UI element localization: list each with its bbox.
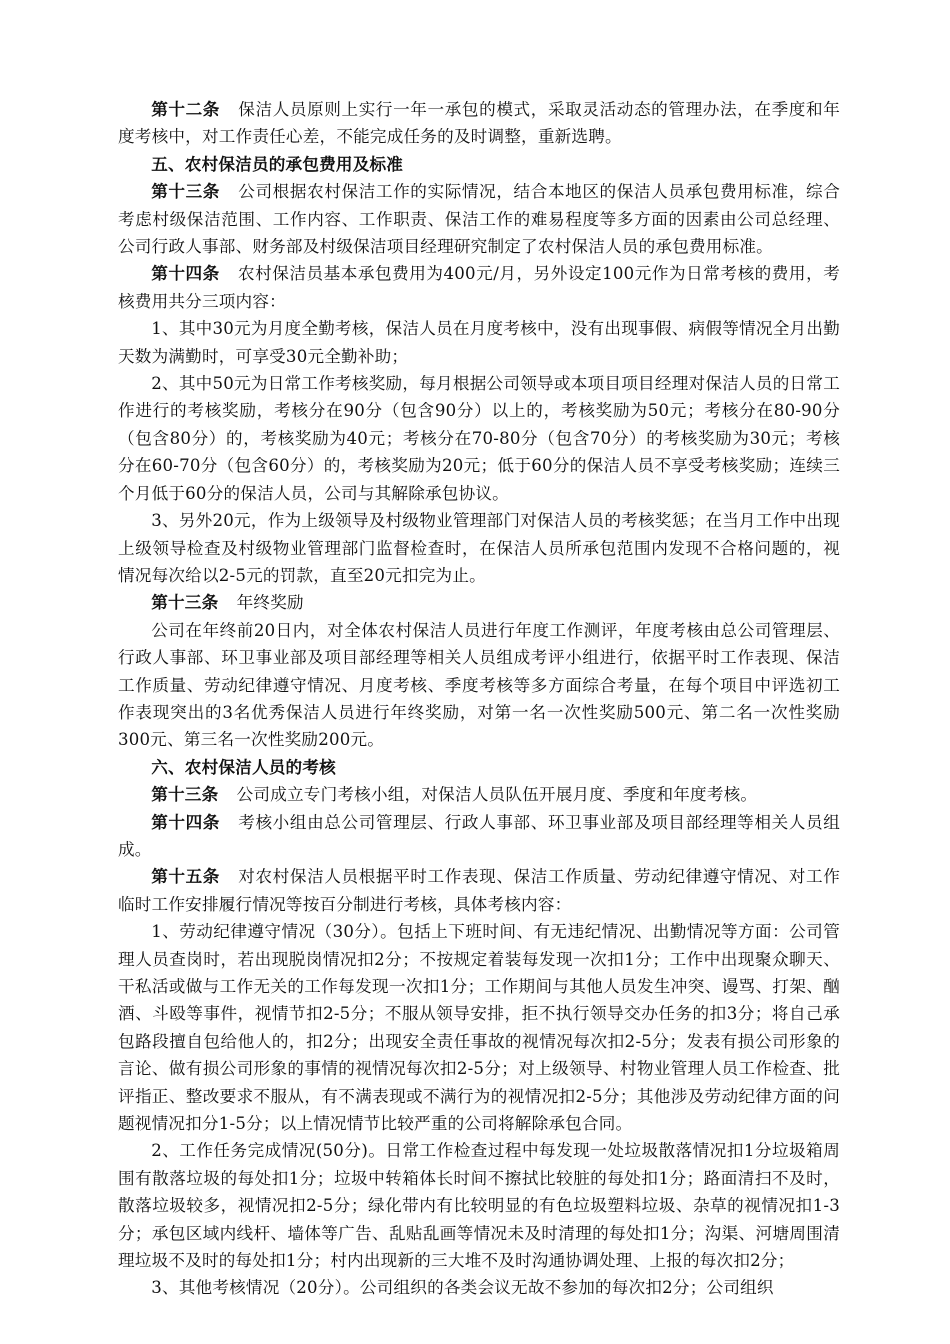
article-paragraph — [118, 781, 840, 808]
article-paragraph — [118, 260, 840, 315]
article-label: 第十三条 — [151, 784, 219, 805]
article-text: 公司成立专门考核小组，对保洁人员队伍开展月度、季度和年度考核。 — [236, 785, 758, 805]
article-text: 农村保洁员基本承包费用为400元/月，另外设定100元作为日常考核的费用，考核费用共分三项内容： — [118, 264, 840, 311]
body-paragraph: 2、工作任务完成情况(50分)。日常工作检查过程中每发现一处垃圾散落情况扣1分垃圾箱周围有散落垃圾的每处扣1分；垃圾中转箱体长时间不擦拭比较脏的每处扣1分；路面清扫不及时，散落垃圾较多，视情况扣2-5分；绿化带内有比较明显的有色垃圾塑料垃圾、杂草的视情况扣1-3分；承包区域内线杆、墙体等广告、乱贴乱画等情况未及时清理的每处扣1分；沟渠、河塘周围清理垃圾不及时的每处扣1分；村内出现新的三大堆不及时沟通协调处理、上报的每次扣2分； — [118, 1141, 840, 1271]
body-paragraph: 1、其中30元为月度全勤考核，保洁人员在月度考核中，没有出现事假、病假等情况全月出勤天数为满勤时，可享受30元全勤补助； — [118, 319, 840, 366]
section-heading: 五、农村保洁员的承包费用及标准 — [151, 153, 404, 174]
article-text: 保洁人员原则上实行一年一承包的模式，采取灵活动态的管理办法，在季度和年度考核中，对工作责任心差，不能完成任务的及时调整，重新选聘。 — [118, 100, 840, 147]
article-paragraph — [118, 809, 840, 864]
article-label: 第十五条 — [151, 866, 221, 887]
article-paragraph — [118, 96, 840, 151]
section-heading: 六、农村保洁人员的考核 — [151, 756, 336, 777]
article-text: 考核小组由总公司管理层、行政人事部、环卫事业部及项目部经理等相关人员组成。 — [118, 812, 840, 859]
article-text: 对农村保洁人员根据平时工作表现、保洁工作质量、劳动纪律遵守情况、对工作临时工作安排履行情况等按百分制进行考核，具体考核内容： — [118, 867, 840, 914]
article-label: 第十四条 — [151, 811, 221, 832]
article-text: 公司根据农村保洁工作的实际情况，结合本地区的保洁人员承包费用标准，综合考虑村级保洁范围、工作内容、工作职责、保洁工作的难易程度等多方面的因素由公司总经理、公司行政人事部、财务部及村级保洁项目经理研究制定了农村保洁人员的承包费用标准。 — [118, 182, 840, 257]
article-text: 年终奖励 — [236, 593, 304, 613]
article-label: 第十三条 — [151, 181, 221, 202]
body-paragraph: 1、劳动纪律遵守情况（30分）。包括上下班时间、有无违纪情况、出勤情况等方面：公司管理人员查岗时，若出现脱岗情况扣2分；不按规定着装每发现一次扣1分；工作中出现聚众聊天、干私活或做与工作无关的工作每发现一次扣1分；工作期间与其他人员发生冲突、谩骂、打架、酗酒、斗殴等事件，视情节扣2-5分；不服从领导安排，拒不执行领导交办任务的扣3分；将自己承包路段擅自包给他人的，扣2分；出现安全责任事故的视情况每次扣2-5分；发表有损公司形象的言论、做有损公司形象的事情的视情况每次扣2-5分；对上级领导、村物业管理人员工作检查、批评指正、整改要求不服从，有不满表现或不满行为的视情况扣2-5分；其他涉及劳动纪律方面的问题视情况扣分1-5分；以上情况情节比较严重的公司将解除承包合同。 — [118, 922, 840, 1134]
article-label: 第十二条 — [151, 99, 221, 119]
body-paragraph: 3、另外20元，作为上级领导及村级物业管理部门对保洁人员的考核奖惩；在当月工作中出现上级领导检查及村级物业管理部门监督检查时，在保洁人员所承包范围内发现不合格问题的，视情况每次给以2-5元的罚款，直至20元扣完为止。 — [118, 511, 840, 585]
article-paragraph — [118, 863, 840, 918]
article-paragraph — [118, 178, 840, 260]
body-paragraph: 3、其他考核情况（20分）。公司组织的各类会议无故不参加的每次扣2分；公司组织 — [151, 1278, 774, 1298]
document-page — [118, 96, 840, 1302]
article-label: 第十三条 — [151, 592, 219, 613]
article-label: 第十四条 — [151, 263, 220, 284]
article-paragraph — [118, 589, 840, 616]
body-paragraph: 2、其中50元为日常工作考核奖励，每月根据公司领导或本项目项目经理对保洁人员的日常工作进行的考核奖励，考核分在90分（包含90分）以上的，考核奖励为50元；考核分在80-90分（包含80分）的，考核奖励为40元；考核分在70-80分（包含70分）的考核奖励为30元；考核分在60-70分（包含60分）的，考核奖励为20元；低于60分的保洁人员不享受考核奖励；连续三个月低于60分的保洁人员，公司与其解除承包协议。 — [118, 374, 840, 503]
body-paragraph: 公司在年终前20日内，对全体农村保洁人员进行年度工作测评，年度考核由总公司管理层、行政人事部、环卫事业部及项目部经理等相关人员组成考评小组进行，依据平时工作表现、保洁工作质量、劳动纪律遵守情况、月度考核、季度考核等多方面综合考量，在每个项目中评选初工作表现突出的3名优秀保洁人员进行年终奖励，对第一名一次性奖励500元、第二名一次性奖励300元、第三名一次性奖励200元。 — [118, 620, 840, 750]
